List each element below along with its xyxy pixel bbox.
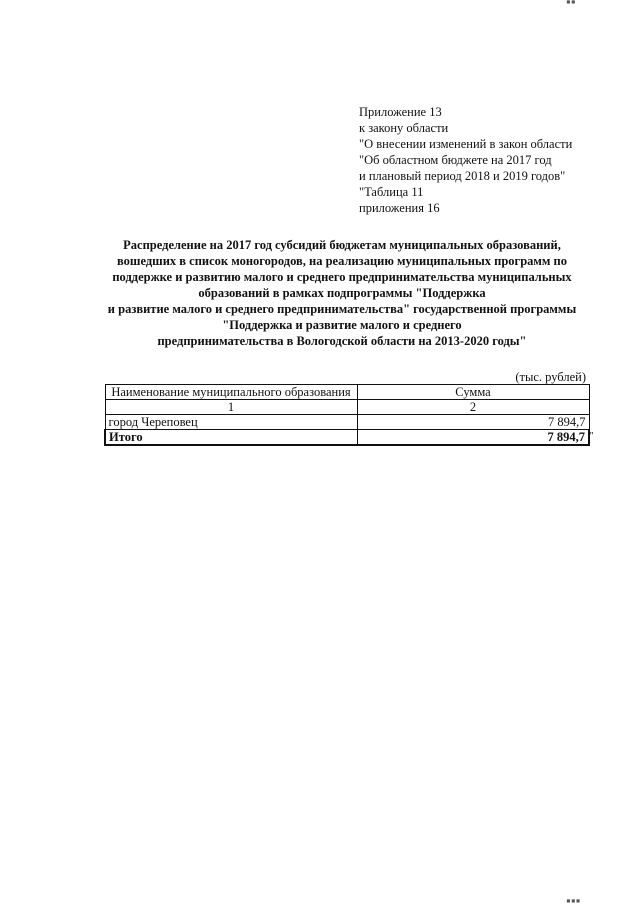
- total-label: Итого: [105, 430, 357, 446]
- header-line: к закону области: [359, 121, 449, 135]
- title-line: и развитие малого и среднего предпринимательства" государственной программы: [107, 302, 577, 316]
- total-amount: 7 894,7: [357, 430, 589, 446]
- total-row: [105, 430, 589, 446]
- title-line: предпринимательства в Вологодской области на 2013-2020 годы": [157, 334, 527, 348]
- title-line: Распределение на 2017 год субсидий бюджетам муниципальных образований,: [123, 238, 561, 252]
- title-line: "Поддержка и развитие малого и среднего: [222, 318, 462, 332]
- scan-mark: ▪▪▪: [566, 896, 581, 905]
- appendix-header: [359, 104, 629, 216]
- document-title: [92, 237, 592, 349]
- table-header-row: [105, 385, 589, 400]
- title-line: вошедших в список моногородов, на реализацию муниципальных программ по: [116, 254, 568, 268]
- column-number: 2: [357, 400, 589, 415]
- units-label: (тыс. рублей): [515, 370, 586, 384]
- title-line: поддержке и развитию малого и среднего предпринимательства муниципальных: [112, 270, 572, 284]
- title-line: образований в рамках подпрограммы "Поддержка: [198, 286, 486, 300]
- table-number-row: [105, 400, 589, 415]
- header-line: приложения 16: [359, 201, 440, 215]
- subsidy-table: [104, 384, 590, 446]
- scan-mark: ▪▪: [566, 0, 576, 6]
- header-line: "Об областном бюджете на 2017 год: [359, 153, 552, 167]
- column-header-name: Наименование муниципального образования: [105, 385, 357, 400]
- municipality-amount: 7 894,7: [357, 415, 589, 430]
- table-row: [105, 415, 589, 430]
- column-number: 1: [105, 400, 357, 415]
- header-line: "Таблица 11: [359, 185, 424, 199]
- header-line: и плановый период 2018 и 2019 годов": [359, 169, 566, 183]
- column-header-amount: Сумма: [357, 385, 589, 400]
- header-line: "О внесении изменений в закон области: [359, 137, 573, 151]
- municipality-name: город Череповец: [105, 415, 357, 430]
- closing-quote: ": [589, 430, 594, 442]
- header-line: Приложение 13: [359, 105, 442, 119]
